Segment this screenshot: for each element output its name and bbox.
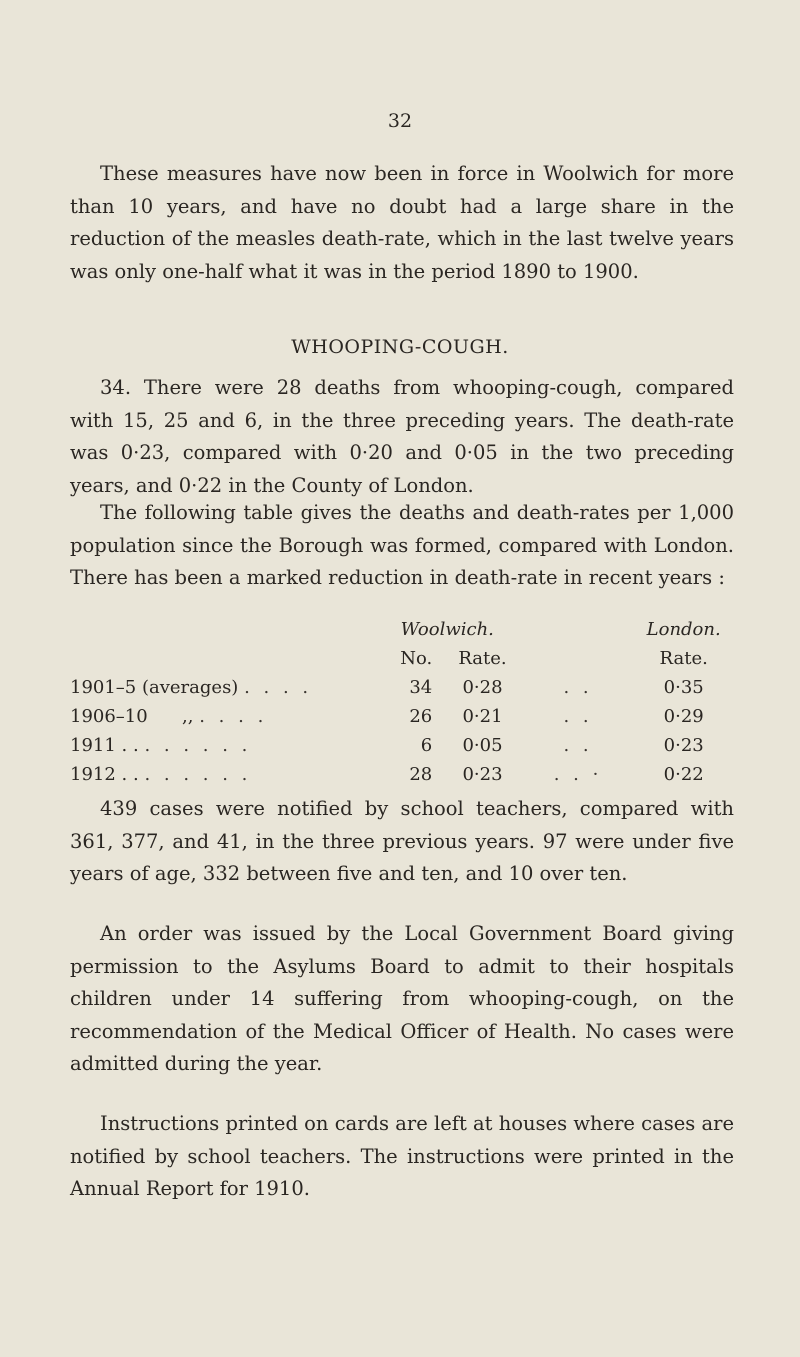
header-no: No. [400,648,433,669]
header-woolwich: Woolwich. [400,619,494,640]
row-no: 28 [409,764,433,785]
row-london-rate: 0·29 [663,706,704,727]
leader-dots: . . . . . . [144,764,252,785]
row-period: 1911 . . [70,735,139,756]
cases-paragraph-block [70,793,734,891]
row-separator: . . [563,735,593,756]
row-rate: 0·28 [462,677,503,698]
row-separator: . . [563,706,593,727]
table-intro-paragraph: The following table gives the deaths and death-rates per 1,000 population since the Borough was formed, compared with London. There has been a marked reduction in death-rate in recent years : [70,501,734,589]
row-no: 26 [409,706,433,727]
row-period: 1906–10 ,, [70,706,194,727]
paragraph-34-block [70,372,734,502]
table-row [70,673,734,702]
death-rate-table [70,615,734,789]
page-number: 32 [387,110,413,132]
instructions-paragraph-block [70,1108,734,1206]
section-heading: WHOOPING-COUGH. [291,336,509,358]
instructions-paragraph: Instructions printed on cards are left at houses where cases are notified by school teachers. The instructions were printed in the Annual Report for 1910. [70,1112,734,1200]
row-london-rate: 0·23 [663,735,704,756]
intro-paragraph-block [70,158,734,288]
paragraph-34: 34. There were 28 deaths from whooping-cough, compared with 15, 25 and 6, in the three preceding years. The death-rate was 0·23, compared with 0·20 and 0·05 in the two preceding years, and 0·22 in the County of London. [70,376,734,497]
intro-paragraph: These measures have now been in force in Woolwich for more than 10 years, and have no doubt had a large share in the reduction of the measles death-rate, which in the last twelve years was only one-half what it was in the period 1890 to 1900. [70,162,734,283]
row-no: 6 [420,735,433,756]
leader-dots: . . . . [244,677,313,698]
row-period: 1912 . . [70,764,139,785]
table-row [70,702,734,731]
leader-dots: . . . . [199,706,268,727]
table-header-row-1 [70,615,734,644]
leader-dots: . . . . . . [144,735,252,756]
row-london-rate: 0·22 [663,764,704,785]
row-rate: 0·21 [462,706,503,727]
row-no: 34 [409,677,433,698]
row-rate: 0·23 [462,764,503,785]
row-separator: . . · [553,764,603,785]
row-period: 1901–5 (averages) [70,677,239,698]
order-paragraph-block [70,918,734,1081]
order-paragraph: An order was issued by the Local Government Board giving permission to the Asylums Board to admit to their hospitals children under 14 suffering from whooping-cough, on the recommendation of the Medical Officer of Health. No cases were admitted during the year. [70,922,734,1075]
table-header-row-2 [70,644,734,673]
table-row [70,731,734,760]
header-london: London. [646,619,721,640]
cases-paragraph: 439 cases were notified by school teachers, compared with 361, 377, and 41, in the three previous years. 97 were under five years of age, 332 between five and ten, and 10 over ten. [70,797,734,885]
table-row [70,760,734,789]
header-rate: Rate. [458,648,507,669]
row-separator: . . [563,677,593,698]
header-london-rate: Rate. [659,648,708,669]
table-intro-block [70,497,734,595]
row-london-rate: 0·35 [663,677,704,698]
row-rate: 0·05 [462,735,503,756]
